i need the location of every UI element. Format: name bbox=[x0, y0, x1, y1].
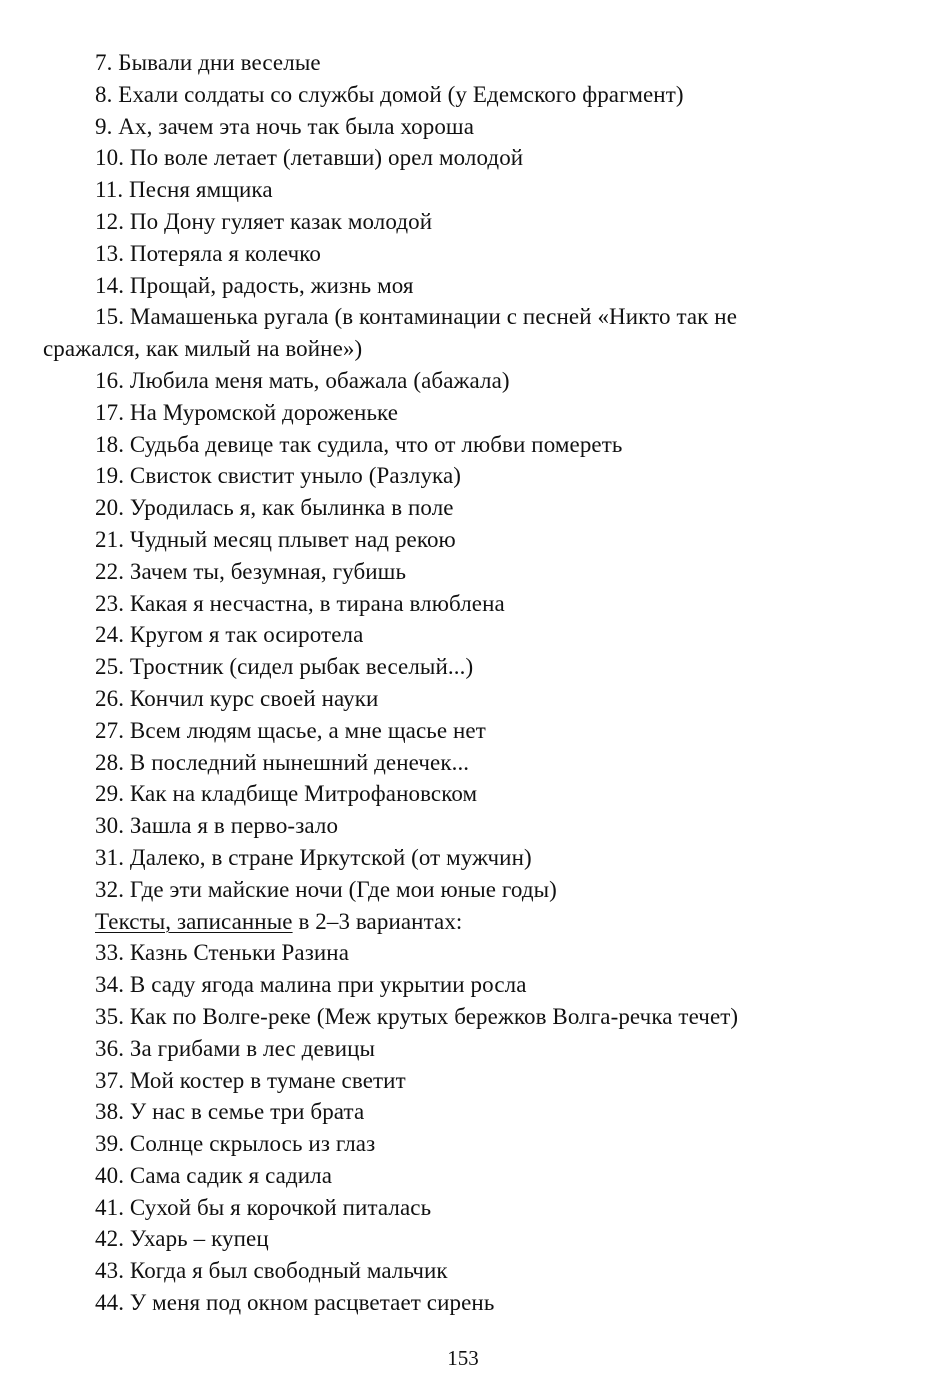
list-item: 16. Любила меня мать, обажала (абажала) bbox=[95, 367, 510, 393]
list-item: 11. Песня ямщика bbox=[95, 177, 273, 203]
list-item: 15. Мамашенька ругала (в контаминации с песней «Никто так не bbox=[95, 304, 738, 330]
list-item: 8. Ехали солдаты со службы домой (у Едемского фрагмент) bbox=[95, 81, 684, 107]
list-item: 21. Чудный месяц плывет над рекою bbox=[95, 526, 456, 552]
list-item: 30. Зашла я в перво-зало bbox=[95, 813, 339, 839]
list-item: 14. Прощай, радость, жизнь моя bbox=[95, 272, 414, 298]
list-item: 22. Зачем ты, безумная, губишь bbox=[95, 558, 407, 584]
list-item: 10. По воле летает (летавши) орел молодой bbox=[95, 145, 524, 171]
list-item: 13. Потеряла я колечко bbox=[95, 240, 322, 266]
list-item: 27. Всем людям щасье, а мне щасье нет bbox=[95, 717, 486, 743]
list-item: 23. Какая я несчастна, в тирана влюблена bbox=[95, 590, 505, 616]
list-item-continuation: сражался, как милый на войне») bbox=[43, 336, 363, 362]
list-item: 33. Казнь Стеньки Разина bbox=[95, 940, 350, 966]
list-item: 18. Судьба девице так судила, что от любви помереть bbox=[95, 431, 623, 457]
section-heading-underlined: Тексты, записанные bbox=[95, 908, 293, 934]
list-item: 32. Где эти майские ночи (Где мои юные годы) bbox=[95, 876, 557, 902]
list-item: 31. Далеко, в стране Иркутской (от мужчин) bbox=[95, 844, 532, 870]
section-heading bbox=[0, 906, 926, 938]
page-number: 153 bbox=[447, 1346, 479, 1370]
list-item: 44. У меня под окном расцветает сирень bbox=[95, 1290, 495, 1316]
list-item: 20. Уродилась я, как былинка в поле bbox=[95, 495, 454, 521]
list-item: 12. По Дону гуляет казак молодой bbox=[95, 208, 433, 234]
list-item: 39. Солнце скрылось из глаз bbox=[95, 1131, 376, 1157]
list-item: 41. Сухой бы я корочкой питалась bbox=[95, 1194, 432, 1220]
list-item: 17. На Муромской дороженьке bbox=[95, 399, 399, 425]
list-item: 29. Как на кладбище Митрофановском bbox=[95, 781, 478, 807]
list-item: 28. В последний нынешний денечек... bbox=[95, 749, 470, 775]
list-item: 19. Свисток свистит уныло (Разлука) bbox=[95, 463, 462, 489]
song-list bbox=[0, 47, 926, 1319]
list-item: 38. У нас в семье три брата bbox=[95, 1099, 365, 1125]
list-item: 25. Тростник (сидел рыбак веселый...) bbox=[95, 654, 474, 680]
list-item: 36. За грибами в лес девицы bbox=[95, 1035, 376, 1061]
list-item: 40. Сама садик я садила bbox=[95, 1162, 333, 1188]
list-item: 43. Когда я был свободный мальчик bbox=[95, 1258, 448, 1284]
list-item: 35. Как по Волге-реке (Меж крутых бережков Волга-речка течет) bbox=[95, 1003, 739, 1029]
list-item: 37. Мой костер в тумане светит bbox=[95, 1067, 406, 1093]
list-item: 7. Бывали дни веселые bbox=[95, 50, 321, 75]
list-item: 26. Кончил курс своей науки bbox=[95, 685, 379, 711]
list-item: 42. Ухарь – купец bbox=[95, 1226, 269, 1252]
list-item: 34. В саду ягода малина при укрытии росла bbox=[95, 972, 527, 998]
list-item: 24. Кругом я так осиротела bbox=[95, 622, 364, 648]
section-heading-rest: в 2–3 вариантах: bbox=[292, 908, 463, 934]
list-item: 9. Ах, зачем эта ночь так была хороша bbox=[95, 113, 475, 139]
